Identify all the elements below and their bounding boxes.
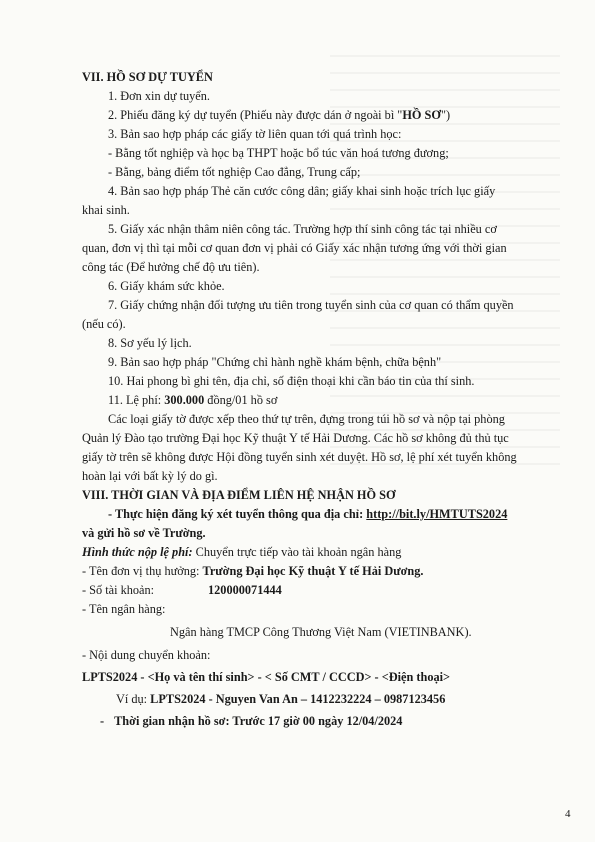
item-11 (108, 393, 277, 408)
page-number: 4 (565, 808, 571, 820)
account-label: - Số tài khoản: (82, 583, 155, 597)
item-3a: - Bằng tốt nghiệp và học bạ THPT hoặc bổ túc văn hoá tương đương; (108, 146, 449, 160)
bank-name: Ngân hàng TMCP Công Thương Việt Nam (VIETINBANK). (170, 625, 472, 639)
item-7-line1: 7. Giấy chứng nhận đối tượng ưu tiên trong tuyển sinh của cơ quan có thẩm quyền (108, 298, 514, 312)
note-line4: hoàn lại với bất kỳ lý do gì. (82, 469, 218, 483)
item-4-line1: 4. Bản sao hợp pháp Thẻ căn cước công dân; giấy khai sinh hoặc trích lục giấy (108, 184, 496, 198)
example-label: Ví dụ: (116, 692, 151, 706)
item-2 (108, 108, 450, 123)
item-3b: - Bằng, bảng điểm tốt nghiệp Cao đẳng, Trung cấp; (108, 165, 361, 179)
account-number: 120000071444 (208, 583, 282, 597)
transfer-content-format: LPTS2024 - <Họ và tên thí sinh> - < Số CMT / CCCD> - <Điện thoại> (82, 670, 451, 684)
registration-link[interactable]: http://bit.ly/HMTUTS2024 (366, 507, 508, 521)
beneficiary (82, 564, 423, 579)
item-4-line2: khai sinh. (82, 203, 130, 217)
item-11-unit: đồng/01 hồ sơ (204, 393, 278, 407)
item-3: 3. Bản sao hợp pháp các giấy tờ liên quan tới quá trình học: (108, 127, 402, 141)
section-viii-heading: VIII. THỜI GIAN VÀ ĐỊA ĐIỂM LIÊN HỆ NHẬN HỒ SƠ (82, 488, 396, 502)
section-vii-heading: VII. HỒ SƠ DỰ TUYỂN (82, 70, 213, 84)
item-11-amount: 300.000 (164, 393, 205, 407)
deadline (100, 714, 402, 729)
deadline-bullet: - (100, 714, 105, 728)
example-value: LPTS2024 - Nguyen Van An – 1412232224 – 0987123456 (150, 692, 446, 706)
item-5-line1: 5. Giấy xác nhận thâm niên công tác. Trường hợp thí sinh công tác tại nhiều cơ (108, 222, 497, 236)
item-11-text: 11. Lệ phí: (108, 393, 165, 407)
note-line2: Quản lý Đào tạo trường Đại học Kỹ thuật Y tế Hải Dương. Các hồ sơ không đủ thủ tục (82, 431, 509, 445)
registration-line (108, 507, 507, 522)
fee-method-label: Hình thức nộp lệ phí: (82, 545, 193, 559)
item-8: 8. Sơ yếu lý lịch. (108, 336, 192, 350)
item-2-text: 2. Phiếu đăng ký dự tuyển (Phiếu này được dán ở ngoài bì " (108, 108, 403, 122)
fee-method-value: Chuyển trực tiếp vào tài khoản ngân hàng (192, 545, 402, 559)
item-1: 1. Đơn xin dự tuyển. (108, 89, 210, 103)
note-line3: giấy tờ trên sẽ không được Hội đồng tuyển sinh xét duyệt. Hồ sơ, lệ phí xét tuyển không (82, 450, 517, 464)
beneficiary-label: - Tên đơn vị thụ hưởng: (82, 564, 203, 578)
item-5-line3: công tác (Để hưởng chế độ ưu tiên). (82, 260, 260, 274)
beneficiary-value: Trường Đại học Kỹ thuật Y tế Hải Dương. (202, 564, 424, 578)
bank-label: - Tên ngân hàng: (82, 602, 166, 616)
item-10: 10. Hai phong bì ghi tên, địa chỉ, số điện thoại khi cần báo tin của thí sinh. (108, 374, 475, 388)
fee-method (82, 545, 401, 560)
transfer-example (116, 692, 445, 707)
item-2-bold: HỒ SƠ (402, 108, 441, 122)
item-6: 6. Giấy khám sức khỏe. (108, 279, 225, 293)
deadline-label: Thời gian nhận hồ sơ: (114, 714, 233, 728)
registration-line2: và gửi hồ sơ về Trường. (82, 526, 206, 540)
item-5-line2: quan, đơn vị thì tại mỗi cơ quan đơn vị phải có Giấy xác nhận tương ứng với thời gian (82, 241, 507, 255)
deadline-value: Trước 17 giờ 00 ngày 12/04/2024 (232, 714, 403, 728)
item-2-end: ") (440, 108, 451, 122)
item-7-line2: (nếu có). (82, 317, 126, 331)
registration-text: - Thực hiện đăng ký xét tuyển thông qua địa chỉ: (108, 507, 367, 521)
item-9: 9. Bản sao hợp pháp "Chứng chỉ hành nghề khám bệnh, chữa bệnh" (108, 355, 442, 369)
transfer-content-label: - Nội dung chuyển khoản: (82, 648, 211, 662)
note-line1: Các loại giấy tờ được xếp theo thứ tự trên, đựng trong túi hồ sơ và nộp tại phòng (108, 412, 505, 426)
